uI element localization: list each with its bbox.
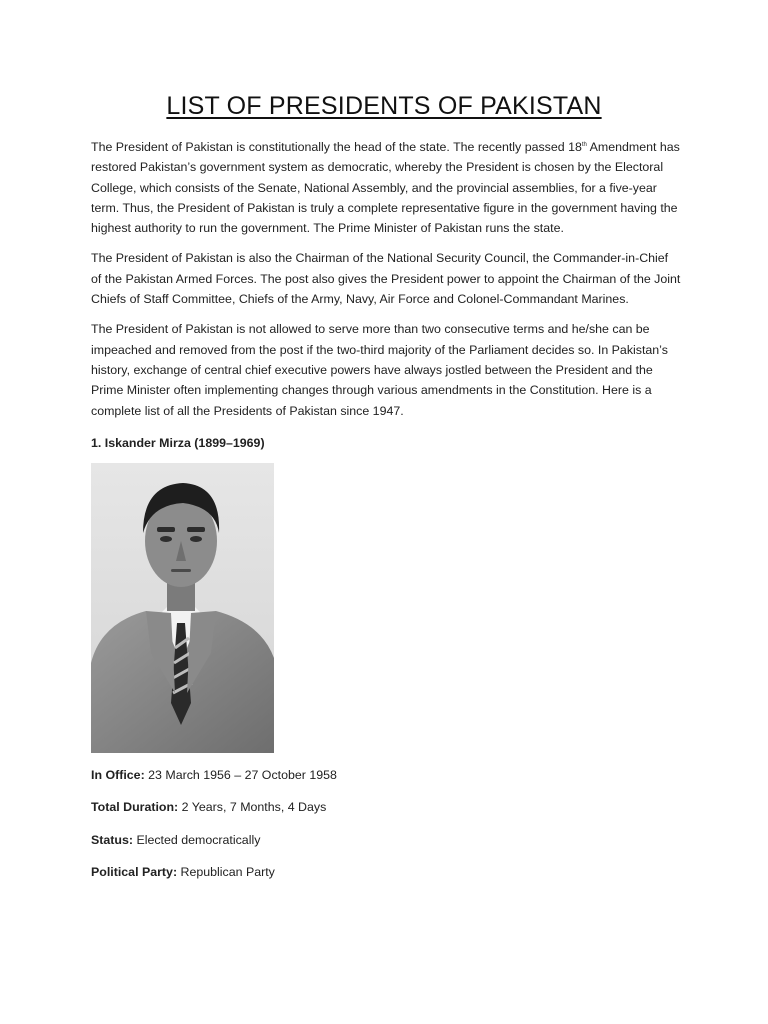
status-value: Elected democratically <box>133 832 261 847</box>
intro-paragraph-1 <box>91 137 681 238</box>
ordinal-suffix: th <box>581 142 587 148</box>
article-body <box>91 137 681 894</box>
president-portrait <box>91 463 274 753</box>
party-field <box>91 862 681 882</box>
in-office-field <box>91 765 681 785</box>
party-label: Political Party: <box>91 865 178 880</box>
in-office-value: 23 March 1956 – 27 October 1958 <box>144 768 337 783</box>
intro-p1-text-a: The President of Pakistan is constitutionally the head of the state. The recently passed 18 <box>91 140 582 154</box>
page-title: LIST OF PRESIDENTS OF PAKISTAN <box>166 92 602 120</box>
status-label: Status: <box>91 832 133 847</box>
intro-paragraph-2: The President of Pakistan is also the Chairman of the National Security Council, the Commander-in-Chief of the Pakistan Armed Forces. The post also gives the President power to appoint the Chairman of the Joint Chiefs of Staff Committee, Chiefs of the Army, Navy, Air Force and Colonel-Commandant Marines. <box>91 251 681 307</box>
party-value: Republican Party <box>177 865 275 880</box>
president-heading: 1. Iskander Mirza (1899–1969) <box>91 435 265 450</box>
in-office-label: In Office: <box>91 768 145 783</box>
intro-paragraph-3: The President of Pakistan is not allowed to serve more than two consecutive terms and he/she can be impeached and removed from the post if the two-third majority of the Parliament decides so. In Pakistan’s history, exchange of central chief executive powers have always jostled between the President and the Prime Minister often implementing changes through various amendments in the Constitution. Here is a complete list of all the Presidents of Pakistan since 1947. <box>91 322 668 418</box>
duration-label: Total Duration: <box>91 800 179 815</box>
intro-p1-text-b: Amendment has restored Pakistan’s government system as democratic, whereby the President is chosen by the Electoral College, which consists of the Senate, National Assembly, and the provincial assemblies, for a five-year term. Thus, the President of Pakistan is truly a complete representative figure in the government having the highest authority to run the government. The Prime Minister of Pakistan runs the state. <box>91 140 680 236</box>
duration-value: 2 Years, 7 Months, 4 Days <box>178 800 327 815</box>
status-field <box>91 830 681 850</box>
duration-field <box>91 797 681 817</box>
